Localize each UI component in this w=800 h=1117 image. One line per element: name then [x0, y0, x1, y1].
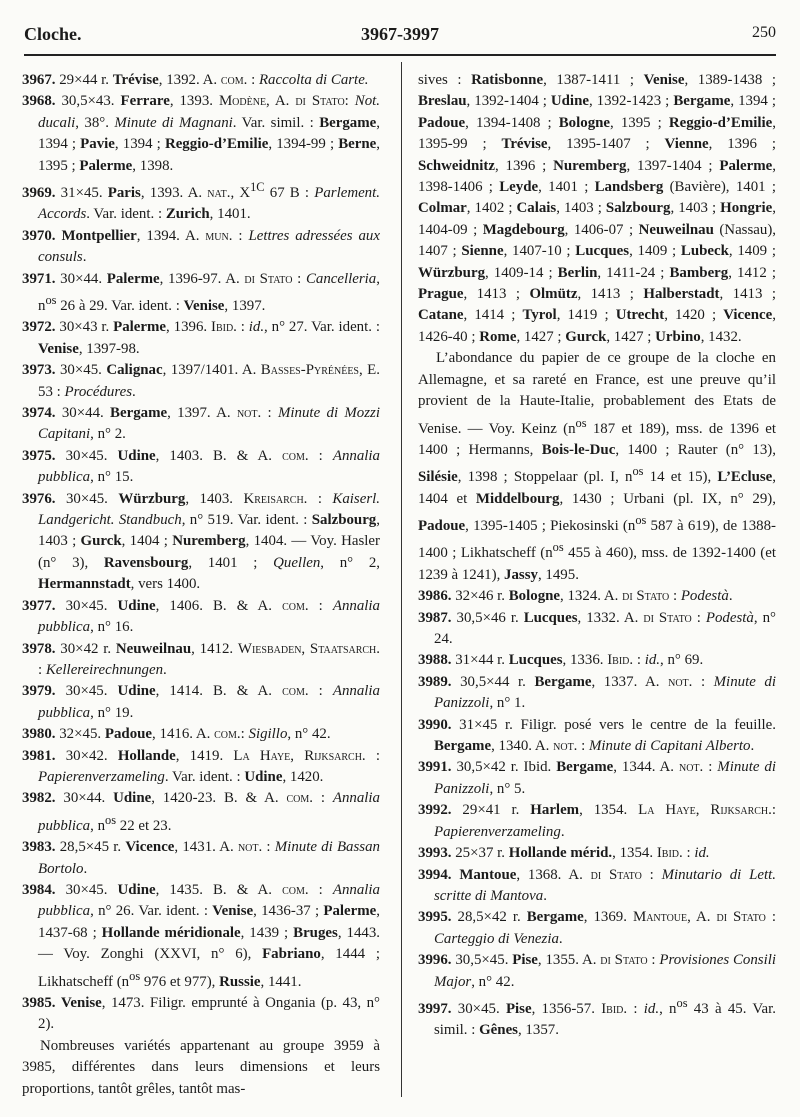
catalog-entry: 3995. 28,5×42 r. Bergame, 1369. Mantoue, A. di Stato : Carteggio di Venezia. — [418, 909, 776, 947]
catalog-entry: 3973. 30×45. Calignac, 1397/1401. A. Basses-Pyrénées, E. 53 : Procédures. — [22, 362, 380, 400]
catalog-entry: 3986. 32×46 r. Bologne, 1324. A. di Stato : Podestà. — [418, 588, 733, 605]
header-rule — [24, 54, 776, 56]
catalog-entry: 3996. 30,5×45. Pise, 1355. A. di Stato : Provisiones Consili Major, n° 42. — [418, 952, 776, 990]
catalog-entry: 3980. 32×45. Padoue, 1416. A. com.: Sigillo, n° 42. — [22, 726, 331, 743]
entry-range: 3967-3997 — [361, 24, 439, 44]
catalog-entry: 3967. 29×44 r. Trévise, 1392. A. com. : Raccolta di Carte. — [22, 72, 369, 88]
catalog-entry: 3982. 30×44. Udine, 1420-23. B. & A. com. : Annalia pubblica, $n^{os}$ 22 et 23. — [22, 790, 380, 834]
catalog-entry: 3978. 30×42 r. Neuweilnau, 1412. Wiesbaden, Staatsarch. : Kellereirechnungen. — [22, 640, 381, 678]
catalog-entry: 3997. 30×45. Pise, 1356-57. Ibid. : id., $n^{os}$ 43 à 45. Var. simil. : Gênes, 1357. — [418, 995, 776, 1039]
catalog-entry: 3970. Montpellier, 1394. A. mun. : Lettres adressées aux consuls. — [22, 227, 380, 266]
catalog-entry: 3968. 30,5×43. Ferrare, 1393. Modène, A. di Stato: Not. ducali, 38°. Minute di Magnani. Var. simil. : Bergame, 1394 ; Pavie, 1394 ; Reggio-d’Emilie, 1394-99 ; Berne, 1395 ; Palerme, 1398. — [22, 93, 381, 174]
catalog-entry: 3985. Venise, 1473. Filigr. emprunté à Ongania (p. 43, n° 2). — [22, 994, 380, 1033]
page-header — [24, 20, 776, 50]
catalog-entry: 3992. 29×41 r. Harlem, 1354. La Haye, Rijksarch.: Papierenverzameling. — [418, 802, 776, 840]
catalog-entry: 3969. 31×45. Paris, 1393. A. nat., $X^{1C}$ 67 B : Parlement. Accords. Var. ident. : Zurich, 1401. — [22, 180, 380, 223]
text-paragraph: Nombreuses variétés appartenant au groupe 3959 à 3985, différentes dans leurs dimensions et leurs proportions, tantôt grêles, tantôt mas- — [22, 1037, 380, 1097]
catalog-entry: 3979. 30×45. Udine, 1414. B. & A. com. : Annalia pubblica, n° 19. — [22, 683, 380, 721]
text-paragraph: L’abondance du papier de ce groupe de la cloche en Allemagne, et sa rareté en France, est une preuve qu’il provient de la Haute-Italie, probablement des Etats de Venise. — Voy. Keinz ($n^{os}$ 187 et 189), mss. de 1396 et 1400 ; Hermanns, Bois-le-Duc, 1400 ; Rauter (n° 13), Silésie, 1398 ; Stoppelaar (pl. I, $n^{os}$ 14 et 15), L’Ecluse, 1404 et Middelbourg, 1430 ; Urbani (pl. IX, n° 29), Padoue, 1395-1405 ; Piekosinski ($n^{os}$ 587 à 619), de 1388-1400 ; Likhatscheff ($n^{os}$ 455 à 460), mss. de 1392-1400 (et 1239 à 1241), Jassy, 1495. — [418, 350, 777, 583]
catalog-entry: 3989. 30,5×44 r. Bergame, 1337. A. not. : Minute di Panizzoli, n° 1. — [418, 673, 776, 712]
catalog-entry: 3975. 30×45. Udine, 1403. B. & A. com. : Annalia pubblica, n° 15. — [22, 447, 380, 486]
catalog-entry: 3974. 30×44. Bergame, 1397. A. not. : Minute di Mozzi Capitani, n° 2. — [22, 405, 380, 443]
page-number: 250 — [752, 24, 776, 41]
column-divider — [401, 62, 402, 1097]
catalog-entry: 3991. 30,5×42 r. Ibid. Bergame, 1344. A. not. : Minute di Panizzoli, n° 5. — [418, 759, 776, 797]
catalog-entry: 3977. 30×45. Udine, 1406. B. & A. com. : Annalia pubblica, n° 16. — [22, 597, 380, 636]
catalog-entry: 3983. 28,5×45 r. Vicence, 1431. A. not. : Minute di Bassan Bortolo. — [22, 839, 380, 877]
catalog-entry: 3987. 30,5×46 r. Lucques, 1332. A. di Stato : Podestà, n° 24. — [418, 609, 776, 648]
continued-paragraph: sives : Ratisbonne, 1387-1411 ; Venise, 1389-1438 ; Breslau, 1392-1404 ; Udine, 1392-1423 ; Bergame, 1394 ; Padoue, 1394-1408 ; Bologne, 1395 ; Reggio-d’Emilie, 1395-99 ; Trévise, 1395-1407 ; Vienne, 1396 ; Schweidnitz, 1396 ; Nuremberg, 1397-1404 ; Palerme, 1398-1406 ; Leyde, 1401 ; Landsberg (Bavière), 1401 ; Colmar, 1402 ; Calais, 1403 ; Salzbourg, 1403 ; Hongrie, 1404-09 ; Magdebourg, 1406-07 ; Neuweilnau (Nassau), 1407 ; Sienne, 1407-10 ; Lucques, 1409 ; Lubeck, 1409 ; Würzburg, 1409-14 ; Berlin, 1411-24 ; Bamberg, 1412 ; Prague, 1413 ; Olmütz, 1413 ; Halberstadt, 1413 ; Catane, 1414 ; Tyrol, 1419 ; Utrecht, 1420 ; Vicence, 1426-40 ; Rome, 1427 ; Gurck, 1427 ; Urbino, 1432. — [418, 72, 777, 345]
catalog-entry: 3990. 31×45 r. Filigr. posé vers le centre de la feuille. Bergame, 1340. A. not. : Minute di Capitani Alberto. — [418, 716, 776, 755]
catalog-entry: 3984. 30×45. Udine, 1435. B. & A. com. : Annalia pubblica, n° 26. Var. ident. : Venise, 1436-37 ; Palerme, 1437-68 ; Hollande méridionale, 1439 ; Bruges, 1443. — Voy. Zonghi (XXVI, n° 6), Fabriano, 1444 ; Likhatscheff ($n^{os}$ 976 et 977), Russie, 1441. — [22, 881, 381, 990]
catalog-entry: 3993. 25×37 r. Hollande mérid., 1354. Ibid. : id. — [418, 845, 710, 862]
left-column — [22, 70, 380, 1100]
running-title: Cloche. — [24, 24, 82, 44]
catalog-entry: 3981. 30×42. Hollande, 1419. La Haye, Rijksarch. : Papierenverzameling. Var. ident. : Udine, 1420. — [22, 747, 380, 785]
catalog-entry: 3972. 30×43 r. Palerme, 1396. Ibid. : id., n° 27. Var. ident. : Venise, 1397-98. — [22, 319, 380, 357]
catalog-entry: 3994. Mantoue, 1368. A. di Stato : Minutario di Lett. scritte di Mantova. — [418, 866, 776, 904]
catalog-entry: 3971. 30×44. Palerme, 1396-97. A. di Stato : Cancelleria, $n^{os}$ 26 à 29. Var. ident. : Venise, 1397. — [22, 270, 380, 314]
catalog-entry: 3988. 31×44 r. Lucques, 1336. Ibid. : id., n° 69. — [418, 652, 704, 669]
right-column — [418, 70, 776, 1042]
catalog-entry: 3976. 30×45. Würzburg, 1403. Kreisarch. : Kaiserl. Landgericht. Standbuch, n° 519. Var. ident. : Salzbourg, 1403 ; Gurck, 1404 ; Nuremberg, 1404. — Voy. Hasler (n° 3), Ravensbourg, 1401 ; Quellen, n° 2, Hermannstadt, vers 1400. — [22, 490, 380, 593]
